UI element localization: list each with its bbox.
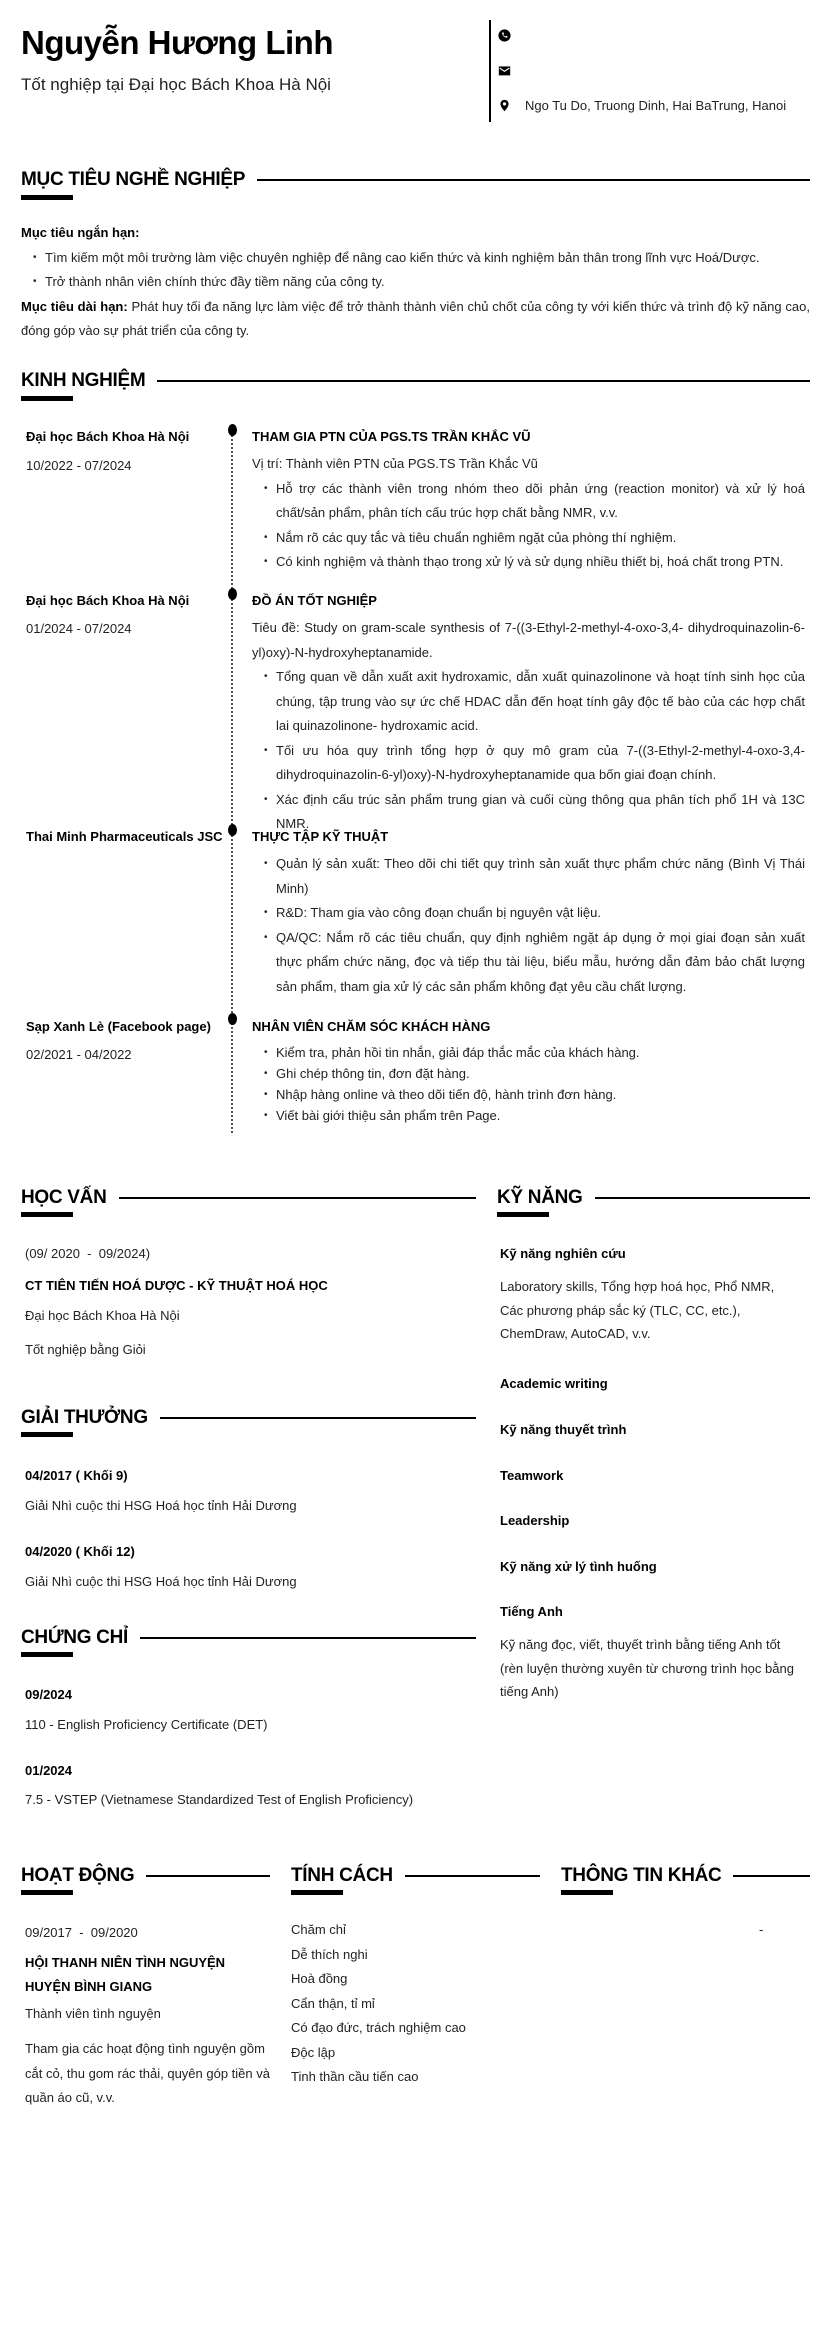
experience-title: ĐỒ ÁN TỐT NGHIỆP: [252, 593, 377, 608]
other-info-value: -: [759, 1922, 764, 1937]
experience-item: • Ghi chép thông tin, đơn đặt hàng.: [264, 1063, 805, 1084]
experience-item: • Quản lý sản xuất: Theo dõi chi tiết quy trình sản xuất thực phẩm chức năng (Bình Vị Thái Minh): [264, 852, 805, 901]
experience-entry: [252, 593, 805, 837]
experience-org: Sạp Xanh Lè (Facebook page): [26, 1019, 211, 1034]
personality-item: Tinh thần cầu tiến cao: [291, 2069, 419, 2084]
award-date: 04/2020 ( Khối 12): [25, 1544, 135, 1559]
experience-item: • Tổng quan về dẫn xuất axit hydroxamic, dẫn xuất quinazolinone và hoạt tính sinh học của chúng, tập trung vào sự ức chế HDAC dẫn đến hoạt tính gây độc tế bào của các hợp chất lai quinazolinone- hydroxamic acid.: [264, 665, 805, 739]
experience-date: 01/2024 - 07/2024: [26, 621, 132, 636]
timeline-dot: [228, 1013, 237, 1025]
experience-item: • Kiểm tra, phản hồi tin nhắn, giải đáp thắc mắc của khách hàng.: [264, 1042, 805, 1063]
personality-item: Hoà đồng: [291, 1971, 348, 1986]
contact-address: [498, 98, 786, 113]
section-experience-header: [21, 370, 810, 392]
experience-org: Đại học Bách Khoa Hà Nội: [26, 593, 190, 608]
experience-item: • R&D: Tham gia vào công đoạn chuẩn bị nguyên vật liệu.: [264, 901, 805, 926]
award-text: Giải Nhì cuộc thi HSG Hoá học tỉnh Hải Dương: [25, 1574, 297, 1589]
header-divider: [489, 20, 491, 122]
section-underline: [561, 1890, 613, 1895]
short-term-label: Mục tiêu ngắn hạn:: [21, 225, 140, 240]
section-rule: [119, 1197, 476, 1199]
experience-item: • Viết bài giới thiệu sản phẩm trên Page.: [264, 1105, 805, 1126]
section-title: HỌC VẤN: [21, 1187, 107, 1208]
contact-email: [498, 64, 525, 77]
section-underline: [21, 1652, 73, 1657]
personality-item: Dễ thích nghi: [291, 1946, 368, 1962]
section-rule: [157, 380, 810, 382]
skill-desc: Laboratory skills, Tổng hợp hoá học, Phổ NMR, Các phương pháp sắc ký (TLC, CC, etc.), ChemDraw, AutoCAD, v.v.: [500, 1279, 775, 1341]
experience-item: • Có kinh nghiệm và thành thạo trong xử lý và sử dụng nhiều thiết bị, hoá chất trong PTN.: [264, 550, 805, 575]
experience-entry: [252, 429, 805, 575]
experience-title: NHÂN VIÊN CHĂM SÓC KHÁCH HÀNG: [252, 1019, 491, 1034]
section-underline: [21, 195, 73, 200]
education-program: CT TIÊN TIẾN HOÁ DƯỢC - KỸ THUẬT HOÁ HỌC: [25, 1278, 328, 1293]
section-activities-header: [21, 1865, 270, 1887]
section-objective-header: [21, 169, 810, 191]
certificate-text: 7.5 - VSTEP (Vietnamese Standardized Test of English Proficiency): [25, 1792, 414, 1807]
experience-item: • Hỗ trợ các thành viên trong nhóm theo dõi phản ứng (reaction monitor) và xử lý hoá chất/sản phẩm, phân tích cấu trúc hợp chất bằng NMR, v.v.: [264, 477, 805, 526]
skill-name: Tiếng Anh: [500, 1604, 563, 1619]
activity-role: Thành viên tình nguyện: [25, 2006, 161, 2021]
education-school: Đại học Bách Khoa Hà Nội: [25, 1308, 180, 1323]
skill-name: Leadership: [500, 1513, 570, 1528]
experience-item: • Xác định cấu trúc sản phẩm trung gian và cuối cùng thông qua phân tích phổ 1H và 13C NMR.: [264, 788, 805, 837]
skill-name: Teamwork: [500, 1468, 564, 1483]
email-icon: [498, 64, 511, 77]
long-term-label: Mục tiêu dài hạn:: [21, 298, 128, 314]
contact-phone: [498, 29, 525, 42]
short-term-item: • Trở thành nhân viên chính thức đầy tiềm năng của công ty.: [33, 270, 810, 295]
personality-item: Độc lập: [291, 2044, 336, 2060]
certificate-date: 01/2024: [25, 1763, 72, 1778]
experience-entry: [252, 829, 805, 999]
experience-org: Thai Minh Pharmaceuticals JSC: [26, 829, 223, 844]
section-rule: [160, 1417, 476, 1419]
experience-title: THAM GIA PTN CỦA PGS.TS TRẦN KHẮC VŨ: [252, 429, 531, 444]
section-rule: [405, 1875, 540, 1877]
experience-title: THỰC TẬP KỸ THUẬT: [252, 829, 389, 844]
timeline-line: [231, 430, 233, 1133]
section-skills-header: [497, 1187, 810, 1209]
candidate-name: Nguyễn Hương Linh: [21, 24, 333, 61]
activity-date: 09/2017 - 09/2020: [25, 1925, 138, 1940]
skill-name: Kỹ năng nghiên cứu: [500, 1246, 626, 1261]
long-term-goal: [21, 295, 810, 344]
experience-org: Đại học Bách Khoa Hà Nội: [26, 429, 190, 444]
timeline-dot: [228, 588, 237, 600]
short-term-item: • Tìm kiếm một môi trường làm việc chuyên nghiệp để nâng cao kiến thức và kinh nghiệm bản thân trong lĩnh vực Hoá/Dược.: [33, 246, 810, 271]
section-underline: [497, 1212, 549, 1217]
section-title: KINH NGHIỆM: [21, 370, 146, 391]
activity-desc: Tham gia các hoạt động tình nguyện gồm cắt cỏ, thu gom rác thải, quyên góp tiền và quần áo cũ, v.v.: [25, 2041, 270, 2105]
section-title: THÔNG TIN KHÁC: [561, 1865, 722, 1886]
section-underline: [21, 1432, 73, 1437]
award-date: 04/2017 ( Khối 9): [25, 1468, 128, 1483]
certificate-text: 110 - English Proficiency Certificate (DET): [25, 1717, 268, 1732]
experience-item: • Tối ưu hóa quy trình tổng hợp ở quy mô gram của 7-((3-Ethyl-2-methyl-4-oxo-3,4-dihydroquinazolin-6-yl)oxy)-N-hydroxyheptanamide qua bốn giai đoạn chính.: [264, 739, 805, 788]
long-term-text: Phát huy tối đa năng lực làm việc để trở thành thành viên chủ chốt của công ty với kiến thức và trình độ kỹ năng cao, đóng góp vào sự phát triển của công ty.: [21, 298, 811, 338]
phone-icon: [498, 29, 511, 42]
award-text: Giải Nhì cuộc thi HSG Hoá học tỉnh Hải Dương: [25, 1498, 297, 1513]
section-title: HOẠT ĐỘNG: [21, 1865, 135, 1886]
section-underline: [21, 1212, 73, 1217]
candidate-subtitle: Tốt nghiệp tại Đại học Bách Khoa Hà Nội: [21, 75, 331, 94]
personality-item: Cẩn thận, tỉ mỉ: [291, 1995, 375, 2011]
section-rule: [140, 1637, 476, 1639]
section-other-header: [561, 1865, 810, 1887]
section-title: CHỨNG CHỈ: [21, 1627, 129, 1648]
section-title: GIẢI THƯỞNG: [21, 1407, 148, 1428]
objective-content: [21, 221, 810, 344]
section-underline: [291, 1890, 343, 1895]
section-underline: [21, 396, 73, 401]
section-rule: [146, 1875, 270, 1877]
experience-intro: Tiêu đề: Study on gram-scale synthesis of 7-((3-Ethyl-2-methyl-4-oxo-3,4- dihydroquinazolin-6-yl)oxy)-N-hydroxyheptanamide.: [252, 620, 805, 660]
section-certificates-header: [21, 1627, 476, 1649]
experience-item: • Nhập hàng online và theo dõi tiến độ, hành trình đơn hàng.: [264, 1084, 805, 1105]
location-pin-icon: [498, 99, 511, 112]
experience-date: 02/2021 - 04/2022: [26, 1047, 132, 1062]
education-date: (09/ 2020 - 09/2024): [25, 1246, 151, 1261]
skill-name: Kỹ năng thuyết trình: [500, 1422, 627, 1437]
address-text: Ngo Tu Do, Truong Dinh, Hai BaTrung, Hanoi: [525, 98, 787, 113]
section-rule: [733, 1875, 810, 1877]
personality-item: Chăm chỉ: [291, 1922, 346, 1937]
skill-name: Academic writing: [500, 1376, 608, 1391]
section-underline: [21, 1890, 73, 1895]
personality-list: [291, 1918, 466, 2090]
section-education-header: [21, 1187, 476, 1209]
experience-item: • QA/QC: Nắm rõ các tiêu chuẩn, quy định nghiêm ngặt áp dụng ở mọi giai đoạn sản xuất thực phẩm chức năng, đọc và tiếp thu tài liệu, biểu mẫu, hướng dẫn đảm bảo chất lượng sản phẩm, tham gia xử lý các sản phẩm không đạt yêu cầu chất lượng.: [264, 926, 805, 1000]
timeline-dot: [228, 424, 237, 436]
experience-entry: [252, 1019, 805, 1126]
experience-date: 10/2022 - 07/2024: [26, 458, 132, 473]
certificate-date: 09/2024: [25, 1687, 72, 1702]
education-result: Tốt nghiệp bằng Giỏi: [25, 1342, 146, 1357]
section-title: TÍNH CÁCH: [291, 1865, 393, 1886]
section-rule: [257, 179, 810, 181]
section-awards-header: [21, 1407, 476, 1429]
experience-intro: Vị trí: Thành viên PTN của PGS.TS Trần Khắc Vũ: [252, 456, 538, 471]
section-personality-header: [291, 1865, 540, 1887]
section-title: MỤC TIÊU NGHỀ NGHIỆP: [21, 169, 246, 190]
experience-item: • Nắm rõ các quy tắc và tiêu chuẩn nghiêm ngặt của phòng thí nghiệm.: [264, 526, 805, 551]
section-rule: [595, 1197, 810, 1199]
personality-item: Có đạo đức, trách nghiệm cao: [291, 2020, 466, 2035]
section-title: KỸ NĂNG: [497, 1187, 583, 1208]
skill-name: Kỹ năng xử lý tình huống: [500, 1559, 657, 1574]
skill-desc: Kỹ năng đọc, viết, thuyết trình bằng tiếng Anh tốt (rèn luyện thường xuyên từ chương trình học bằng tiếng Anh): [500, 1637, 794, 1699]
timeline-dot: [228, 824, 237, 836]
activity-org: HỘI THANH NIÊN TÌNH NGUYỆN HUYỆN BÌNH GIANG: [25, 1955, 226, 1994]
